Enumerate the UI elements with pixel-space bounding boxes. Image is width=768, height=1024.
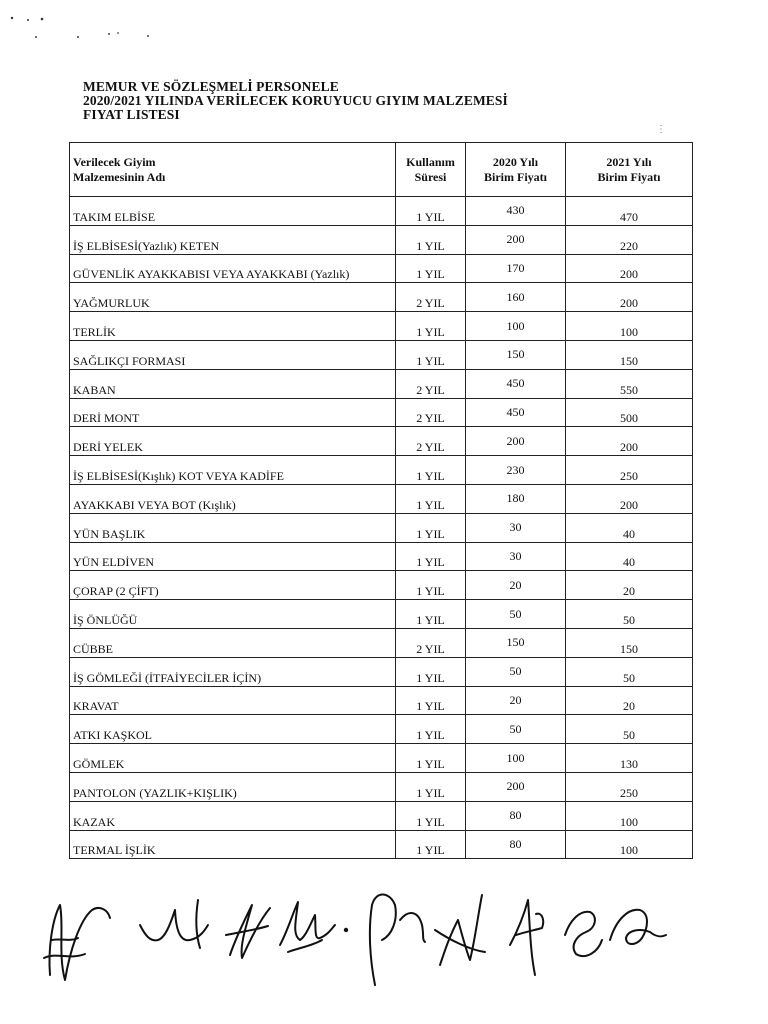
price-2020-cell: 160 [466,283,566,312]
item-name-cell: İŞ GÖMLEĞİ (İTFAİYECİLER İÇİN) [70,657,396,686]
price-2021-cell: 130 [566,744,693,773]
duration-cell: 2 YIL [396,398,466,427]
price-table [69,142,693,859]
table-row [70,571,693,600]
duration-cell: 2 YIL [396,283,466,312]
duration-cell: 1 YIL [396,484,466,513]
price-2020-cell: 100 [466,744,566,773]
duration-cell: 1 YIL [396,254,466,283]
price-2020-cell: 200 [466,427,566,456]
duration-cell: 1 YIL [396,197,466,226]
price-2021-cell: 250 [566,456,693,485]
price-2021-cell: 50 [566,657,693,686]
duration-cell: 1 YIL [396,772,466,801]
header-text: 2020 Yılı [492,154,539,169]
item-name-cell: GÜVENLİK AYAKKABISI VEYA AYAKKABI (Yazlık) [70,254,396,283]
table-row [70,225,693,254]
price-2020-cell: 150 [466,628,566,657]
table-row [70,715,693,744]
table-row [70,398,693,427]
price-2021-cell: 250 [566,772,693,801]
price-2021-cell: 150 [566,628,693,657]
price-2020-cell: 20 [466,571,566,600]
price-2020-cell: 20 [466,686,566,715]
price-2020-cell: 200 [466,225,566,254]
price-2020-cell: 80 [466,801,566,830]
item-name-cell: ÇORAP (2 ÇİFT) [70,571,396,600]
document-title [83,80,508,122]
table-row [70,513,693,542]
item-name-cell: DERİ MONT [70,398,396,427]
duration-cell: 2 YIL [396,427,466,456]
table-row [70,744,693,773]
scan-mark: ⋮ [656,124,666,135]
item-name-cell: KABAN [70,369,396,398]
table-row [70,801,693,830]
price-2020-cell: 230 [466,456,566,485]
price-2020-cell: 430 [466,197,566,226]
duration-cell: 1 YIL [396,571,466,600]
table-row [70,484,693,513]
duration-cell: 1 YIL [396,225,466,254]
header-text: Birim Fiyatı [484,169,547,184]
duration-cell: 1 YIL [396,657,466,686]
table-row [70,542,693,571]
price-2021-cell: 100 [566,830,693,859]
price-2021-cell: 470 [566,197,693,226]
table-row [70,628,693,657]
duration-cell: 1 YIL [396,600,466,629]
column-header-price-2021 [566,143,693,197]
price-2021-cell: 40 [566,513,693,542]
item-name-cell: İŞ ELBİSESİ(Yazlık) KETEN [70,225,396,254]
item-name-cell: KAZAK [70,801,396,830]
duration-cell: 1 YIL [396,456,466,485]
table-row [70,312,693,341]
duration-cell: 2 YIL [396,628,466,657]
item-name-cell: TERMAL İŞLİK [70,830,396,859]
price-2020-cell: 170 [466,254,566,283]
header-text: Verilecek Giyim [73,154,156,169]
item-name-cell: SAĞLIKÇI FORMASI [70,340,396,369]
duration-cell: 1 YIL [396,801,466,830]
price-2021-cell: 500 [566,398,693,427]
price-2021-cell: 200 [566,427,693,456]
item-name-cell: TAKIM ELBİSE [70,197,396,226]
price-2021-cell: 550 [566,369,693,398]
table-row [70,197,693,226]
column-header-duration [396,143,466,197]
header-text: Malzemesinin Adı [73,169,166,184]
price-2021-cell: 220 [566,225,693,254]
table-row [70,283,693,312]
header-text: 2021 Yılı [606,154,652,169]
header-text: Kullanım [406,154,455,169]
title-line-3: FIYAT LISTESI [83,107,180,122]
header-text: Süresi [414,169,447,184]
table-row [70,600,693,629]
item-name-cell: YAĞMURLUK [70,283,396,312]
price-2021-cell: 200 [566,484,693,513]
item-name-cell: PANTOLON (YAZLIK+KIŞLIK) [70,772,396,801]
price-2020-cell: 450 [466,398,566,427]
title-line-1: MEMUR VE SÖZLEŞMELİ PERSONELE [83,79,339,94]
item-name-cell: İŞ ÖNLÜĞÜ [70,600,396,629]
price-2020-cell: 200 [466,772,566,801]
table-row [70,456,693,485]
table-row [70,830,693,859]
table-row [70,254,693,283]
item-name-cell: YÜN BAŞLIK [70,513,396,542]
item-name-cell: YÜN ELDİVEN [70,542,396,571]
price-2020-cell: 100 [466,312,566,341]
item-name-cell: GÖMLEK [70,744,396,773]
item-name-cell: TERLİK [70,312,396,341]
price-2021-cell: 50 [566,600,693,629]
table-row [70,686,693,715]
duration-cell: 1 YIL [396,340,466,369]
table-row [70,369,693,398]
duration-cell: 1 YIL [396,715,466,744]
item-name-cell: DERİ YELEK [70,427,396,456]
column-header-item-name [70,143,396,197]
price-2021-cell: 100 [566,312,693,341]
item-name-cell: KRAVAT [70,686,396,715]
item-name-cell: AYAKKABI VEYA BOT (Kışlık) [70,484,396,513]
item-name-cell: ATKI KAŞKOL [70,715,396,744]
item-name-cell: İŞ ELBİSESİ(Kışlık) KOT VEYA KADİFE [70,456,396,485]
item-name-cell: CÜBBE [70,628,396,657]
price-2020-cell: 50 [466,715,566,744]
duration-cell: 1 YIL [396,513,466,542]
duration-cell: 1 YIL [396,312,466,341]
price-2021-cell: 200 [566,254,693,283]
price-2021-cell: 150 [566,340,693,369]
price-2021-cell: 200 [566,283,693,312]
duration-cell: 1 YIL [396,744,466,773]
price-2020-cell: 180 [466,484,566,513]
price-2021-cell: 50 [566,715,693,744]
price-2021-cell: 20 [566,571,693,600]
duration-cell: 2 YIL [396,369,466,398]
price-2020-cell: 80 [466,830,566,859]
price-2020-cell: 30 [466,513,566,542]
column-header-price-2020 [466,143,566,197]
price-2020-cell: 50 [466,657,566,686]
scan-specks [0,0,768,60]
title-line-2: 2020/2021 YILINDA VERİLECEK KORUYUCU GIYIM MALZEMESİ [83,93,508,108]
price-2021-cell: 20 [566,686,693,715]
price-2021-cell: 40 [566,542,693,571]
price-2020-cell: 30 [466,542,566,571]
signatures-icon [30,880,670,1000]
price-2020-cell: 150 [466,340,566,369]
table-row [70,772,693,801]
duration-cell: 1 YIL [396,686,466,715]
header-text: Birim Fiyatı [597,169,661,184]
price-2021-cell: 100 [566,801,693,830]
price-2020-cell: 450 [466,369,566,398]
table-row [70,657,693,686]
table-row [70,340,693,369]
duration-cell: 1 YIL [396,830,466,859]
duration-cell: 1 YIL [396,542,466,571]
price-2020-cell: 50 [466,600,566,629]
table-row [70,427,693,456]
table-header-row [70,143,693,197]
